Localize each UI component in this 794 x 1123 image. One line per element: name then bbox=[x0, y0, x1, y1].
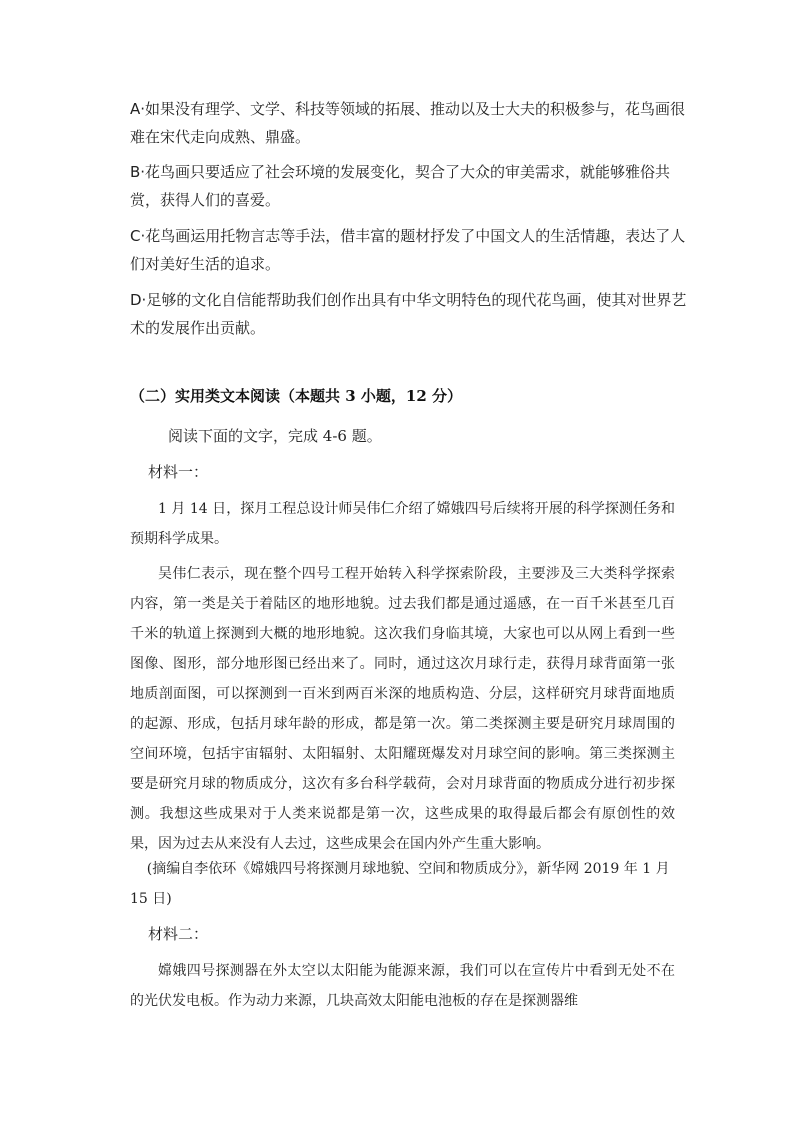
reading-instruction: 阅读下面的文字，完成 4-6 题。 bbox=[168, 427, 382, 445]
option-a: A·如果没有理学、文学、科技等领域的拓展、推动以及士大夫的积极参与，花鸟画很难在宋代走向成熟、鼎盛。 bbox=[130, 100, 686, 146]
option-b: B·花鸟画只要适应了社会环境的发展变化，契合了大众的审美需求，就能够雅俗共赏，获得人们的喜爱。 bbox=[130, 163, 671, 209]
material-two-label: 材料二： bbox=[148, 925, 209, 943]
option-c: C·花鸟画运用托物言志等手法，借丰富的题材抒发了中国文人的生活情趣，表达了人们对美好生活的追求。 bbox=[130, 227, 686, 273]
option-d: D·足够的文化自信能帮助我们创作出具有中华文明特色的现代花鸟画，使其对世界艺术的发展作出贡献。 bbox=[130, 291, 687, 337]
material-two-paragraph-1: 嫦娥四号探测器在外太空以太阳能为能源来源，我们可以在宣传片中看到无处不在的光伏发电板。作为动力来源，几块高效太阳能电池板的存在是探测器维 bbox=[130, 963, 675, 1009]
material-one-source: (摘编自李依环《嫦娥四号将探测月球地貌、空间和物质成分》，新华网 2019 年 1 月 15 日) bbox=[130, 861, 670, 907]
material-one-label: 材料一： bbox=[148, 463, 209, 481]
material-one-paragraph-1: 1 月 14 日，探月工程总设计师吴伟仁介绍了嫦娥四号后续将开展的科学探测任务和预期科学成果。 bbox=[130, 501, 675, 547]
material-one-paragraph-2: 吴伟仁表示，现在整个四号工程开始转入科学探索阶段，主要涉及三大类科学探索内容，第一类是关于着陆区的地形地貌。过去我们都是通过遥感，在一百千米甚至几百千米的轨道上探测到大概的地形地貌。这次我们身临其境，大家也可以从网上看到一些图像、图形，部分地形图已经出来了。同时，通过这次月球行走，获得月球背面第一张地质剖面图，可以探测到一百米到两百米深的地质构造、分层，这样研究月球背面地质的起源、形成，包括月球年龄的形成，都是第一次。第二类探测主要是研究月球周围的空间环境，包括宇宙辐射、太阳辐射、太阳耀斑爆发对月球空间的影响。第三类探测主要是研究月球的物质成分，这次有多台科学载荷，会对月球背面的物质成分进行初步探测。我想这些成果对于人类来说都是第一次，这些成果的取得最后都会有原创性的效果，因为过去从来没有人去过，这些成果会在国内外产生重大影响。 bbox=[130, 566, 675, 852]
section-title: （二）实用类文本阅读（本题共 3 小题，12 分） bbox=[130, 387, 462, 405]
